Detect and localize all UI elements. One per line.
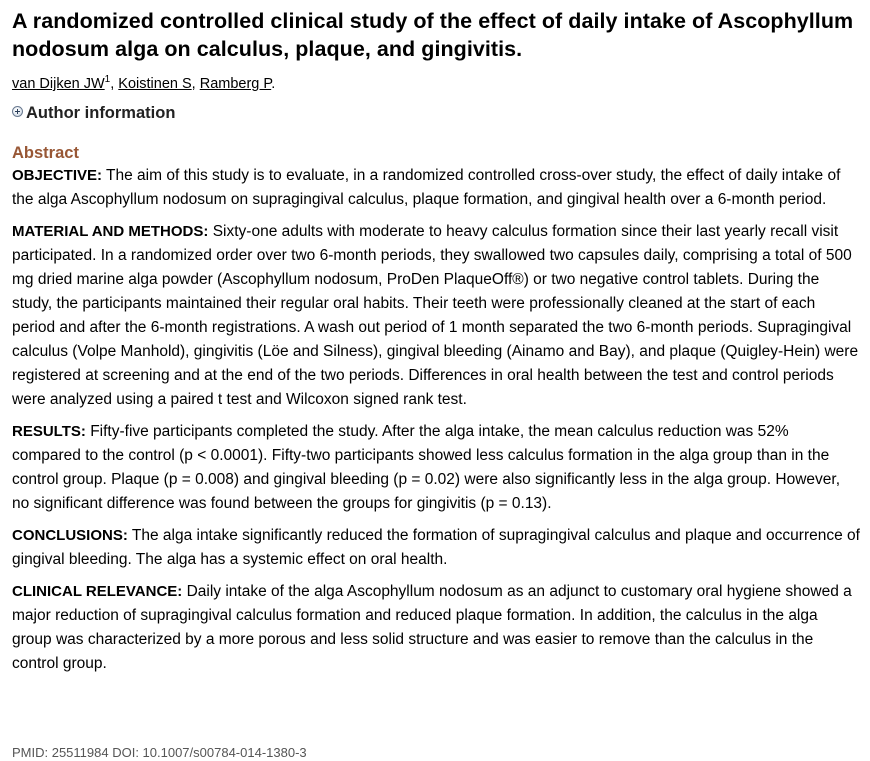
section-text: Daily intake of the alga Ascophyllum nodosum as an adjunct to customary oral hygiene showed a major reduction of supragingival calculus formation and reduced plaque formation. In addition, the calculus in the alga group was characterized by a more porous and less solid structure and was easier to remove than the calculus in the control group. bbox=[12, 583, 852, 672]
section-label: MATERIAL AND METHODS: bbox=[12, 223, 209, 240]
section-label: CONCLUSIONS: bbox=[12, 527, 128, 544]
section-text: The alga intake significantly reduced the formation of supragingival calculus and plaque and occurrence of gingival bleeding. The alga has a systemic effect on oral health. bbox=[12, 527, 860, 568]
section-text: Sixty-one adults with moderate to heavy calculus formation since their last yearly recall visit participated. In a randomized order over two 6-month periods, they swallowed two capsules daily, comprising a total of 500 mg dried marine alga powder (Ascophyllum nodosum, ProDen PlaqueOff®) or two negative control tablets. During the study, the participants maintained their regular oral habits. Their teeth were professionally cleaned at the start of each period and after the 6-month registrations. A wash out period of 1 month separated the two 6-month periods. Supragingival calculus (Volpe Manhold), gingivitis (Löe and Silness), gingival bleeding (Ainamo and Bay), and plaque (Quigley-Hein) were registered at screening and at the end of the two periods. Differences in oral health between the test and control periods were analyzed using a paired t test and Wilcoxon signed rank test. bbox=[12, 223, 859, 408]
abstract-heading: Abstract bbox=[12, 144, 79, 162]
citation-identifiers: PMID: 25511984 DOI: 10.1007/s00784-014-1380-3 bbox=[12, 745, 307, 760]
abstract-section-objective bbox=[12, 164, 860, 212]
author-separator: . bbox=[271, 76, 276, 92]
author-list bbox=[12, 74, 860, 94]
author-information-toggle[interactable] bbox=[12, 102, 860, 124]
section-label: CLINICAL RELEVANCE: bbox=[12, 583, 183, 600]
author-separator: , bbox=[110, 76, 119, 92]
author-affiliation-sup: 1 bbox=[104, 74, 111, 85]
abstract-section-conclusions bbox=[12, 524, 860, 572]
expand-plus-icon[interactable] bbox=[12, 106, 23, 117]
abstract-section-methods bbox=[12, 220, 860, 412]
section-label: OBJECTIVE: bbox=[12, 167, 103, 184]
section-label: RESULTS: bbox=[12, 423, 86, 440]
author-information-label[interactable]: Author information bbox=[26, 103, 176, 122]
author-link[interactable]: Koistinen S bbox=[118, 76, 192, 92]
author-separator: , bbox=[191, 76, 200, 92]
section-text: The aim of this study is to evaluate, in a randomized controlled cross-over study, the effect of daily intake of the alga Ascophyllum nodosum on supragingival calculus, plaque formation, and gingival health over a 6-month period. bbox=[12, 167, 841, 208]
section-text: Fifty-five participants completed the study. After the alga intake, the mean calculus reduction was 52% compared to the control (p < 0.0001). Fifty-two participants showed less calculus formation in the alga group than in the control group. Plaque (p = 0.008) and gingival bleeding (p = 0.02) were also significantly less in the alga group. However, no significant difference was found between the groups for gingivitis (p = 0.13). bbox=[12, 423, 841, 512]
abstract-section-results bbox=[12, 420, 860, 516]
author-link[interactable]: van Dijken JW bbox=[12, 76, 105, 92]
article-page bbox=[12, 0, 860, 684]
abstract-section-clinical-relevance bbox=[12, 580, 860, 676]
article-title: A randomized controlled clinical study of the effect of daily intake of Ascophyllum nodosum alga on calculus, plaque, and gingivitis. bbox=[12, 9, 854, 61]
author-link[interactable]: Ramberg P bbox=[199, 76, 272, 92]
